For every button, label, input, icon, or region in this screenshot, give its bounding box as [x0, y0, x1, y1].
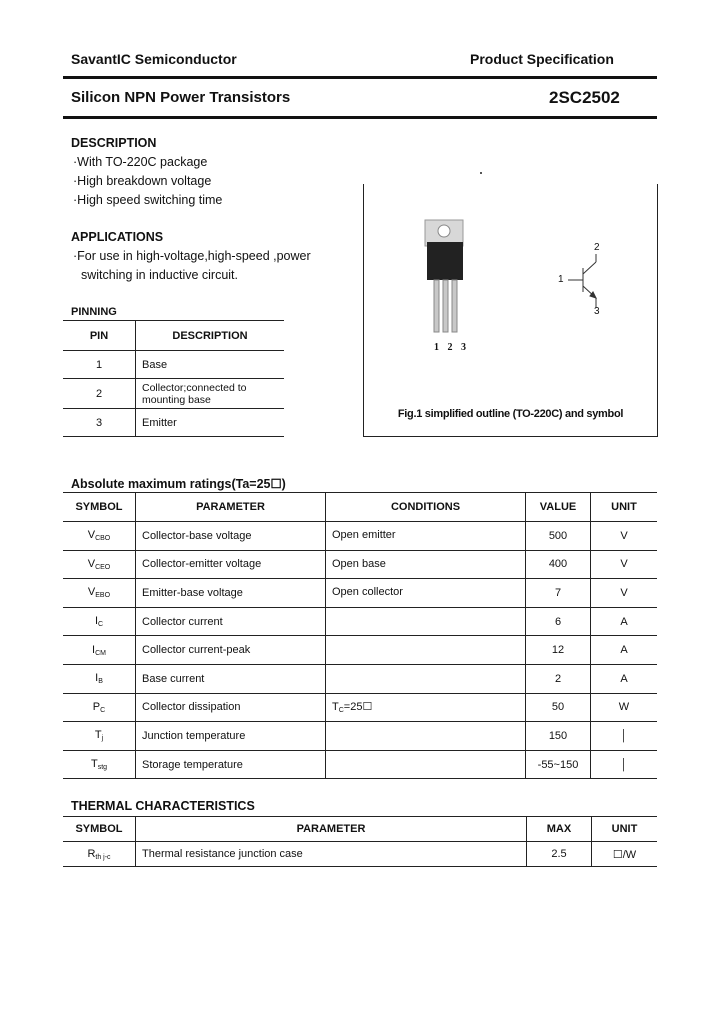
- pin-description: [136, 379, 285, 409]
- package-pin-labels: 1 2 3: [434, 342, 469, 353]
- rating-parameter: Storage temperature: [136, 750, 326, 779]
- symbol-subscript: CBO: [95, 535, 111, 543]
- symbol-header: SYMBOL: [63, 817, 136, 842]
- symbol-subscript: EBO: [95, 592, 111, 600]
- table-row: [63, 693, 657, 722]
- pinning-header-row: [63, 321, 284, 351]
- condition-text: Open collector: [332, 586, 403, 599]
- rating-value: 50: [526, 693, 591, 722]
- rating-symbol: [63, 550, 136, 579]
- table-row: [63, 750, 657, 779]
- rating-parameter: Collector current: [136, 607, 326, 636]
- rating-unit: A: [620, 672, 628, 685]
- symbol-subscript: C: [100, 706, 106, 714]
- pinning-table: [63, 320, 284, 437]
- parameter-header: PARAMETER: [136, 817, 527, 842]
- rating-parameter: Collector-base voltage: [136, 522, 326, 551]
- rating-symbol: [63, 579, 136, 608]
- description-title: DESCRIPTION: [71, 136, 157, 150]
- condition-text: Open emitter: [332, 529, 396, 542]
- rating-value: -55~150: [526, 750, 591, 779]
- pin-number: 1: [63, 351, 136, 379]
- rating-condition: [326, 607, 526, 636]
- applications-title: APPLICATIONS: [71, 230, 164, 244]
- rating-value: 12: [526, 636, 591, 665]
- scan-speck: [480, 172, 482, 174]
- rating-parameter: Base current: [136, 664, 326, 693]
- rating-unit: │: [620, 758, 628, 771]
- symbol-subscript: CM: [95, 649, 106, 657]
- rating-parameter: Collector-emitter voltage: [136, 550, 326, 579]
- table-row: [63, 550, 657, 579]
- rating-unit: W: [618, 701, 630, 714]
- thermal-unit: ☐/W: [612, 848, 637, 861]
- document-type: Product Specification: [470, 51, 614, 67]
- table-row: [63, 722, 657, 751]
- condition-subscript: C: [338, 707, 344, 715]
- product-line: Silicon NPN Power Transistors: [71, 89, 291, 106]
- pin-description-line: Collector;connected to: [142, 381, 247, 394]
- pin-header: PIN: [63, 321, 136, 351]
- symbol-letter: I: [95, 672, 99, 685]
- rating-unit: A: [620, 644, 628, 657]
- header-rule-bottom: [63, 116, 657, 119]
- symbol-subscript: B: [98, 678, 103, 686]
- symbol-subscript: th j-c: [95, 853, 111, 861]
- parameter-header: PARAMETER: [136, 493, 326, 522]
- pin-number: 3: [63, 409, 136, 437]
- rating-value: 6: [526, 607, 591, 636]
- rating-value: 150: [526, 722, 591, 751]
- pin-description: Emitter: [142, 416, 177, 429]
- description-item: ·With TO-220C package: [73, 155, 208, 169]
- rating-unit: V: [620, 558, 628, 571]
- symbol-pin-3: 3: [594, 306, 600, 317]
- symbol-header: SYMBOL: [63, 493, 136, 522]
- symbol-pin-2: 2: [594, 242, 600, 253]
- condition-text: Open base: [332, 557, 386, 570]
- to220-package-image: [364, 184, 657, 436]
- rating-condition: [326, 522, 526, 551]
- rating-condition: [326, 693, 526, 722]
- table-row: [63, 351, 284, 379]
- unit-header: UNIT: [611, 823, 638, 835]
- symbol-letter: V: [87, 586, 96, 599]
- thermal-header-row: [63, 817, 657, 842]
- table-row: [63, 636, 657, 665]
- thermal-table: [63, 816, 657, 867]
- rating-value: 7: [526, 579, 591, 608]
- thermal-max: 2.5: [527, 842, 592, 867]
- unit-header: UNIT: [611, 501, 637, 513]
- symbol-pin-1: 1: [558, 274, 564, 285]
- rating-unit: │: [620, 729, 628, 742]
- company-name: SavantIC Semiconductor: [71, 51, 237, 67]
- ratings-table: [63, 492, 657, 779]
- rating-condition: [326, 550, 526, 579]
- ratings-header-row: [63, 493, 657, 522]
- pin-description-line: mounting base: [142, 393, 211, 406]
- pin-description: Base: [142, 358, 168, 371]
- symbol-letter: V: [87, 529, 96, 542]
- rating-condition: [326, 664, 526, 693]
- rating-symbol: [63, 636, 136, 665]
- thermal-symbol: [63, 842, 136, 867]
- header-rule-top: [63, 76, 657, 79]
- value-header: VALUE: [526, 493, 591, 522]
- table-row: [63, 664, 657, 693]
- rating-condition: [326, 750, 526, 779]
- pin-number: 2: [63, 379, 136, 409]
- symbol-letter: I: [92, 643, 96, 656]
- rating-symbol: [63, 750, 136, 779]
- rating-value: 500: [526, 522, 591, 551]
- table-row: [63, 522, 657, 551]
- symbol-letter: I: [94, 615, 98, 628]
- rating-unit: A: [620, 615, 628, 628]
- thermal-title: THERMAL CHARACTERISTICS: [71, 799, 255, 813]
- figure-caption: Fig.1 simplified outline (TO-220C) and symbol: [397, 408, 624, 420]
- rating-parameter: Collector dissipation: [136, 693, 326, 722]
- symbol-subscript: stg: [97, 764, 108, 772]
- symbol-letter: V: [87, 557, 96, 570]
- rating-symbol: [63, 664, 136, 693]
- symbol-letter: R: [87, 847, 96, 860]
- condition-tail: =25☐: [343, 701, 373, 714]
- rating-condition: [326, 636, 526, 665]
- table-row: [63, 579, 657, 608]
- part-number: 2SC2502: [549, 88, 620, 107]
- rating-symbol: [63, 693, 136, 722]
- table-row: [63, 379, 284, 409]
- conditions-header: CONDITIONS: [326, 493, 526, 522]
- rating-condition: [326, 722, 526, 751]
- symbol-subscript: j: [101, 735, 104, 743]
- max-header: MAX: [527, 817, 592, 842]
- rating-unit: V: [620, 586, 628, 599]
- symbol-letter: P: [92, 700, 101, 713]
- rating-parameter: Emitter-base voltage: [136, 579, 326, 608]
- table-row: [63, 409, 284, 437]
- rating-symbol: [63, 522, 136, 551]
- rating-value: 2: [526, 664, 591, 693]
- symbol-subscript: C: [98, 621, 104, 629]
- pinning-title: PINNING: [71, 306, 117, 318]
- npn-symbol-icon: [568, 254, 596, 308]
- symbol-letter: T: [90, 758, 98, 771]
- thermal-parameter: Thermal resistance junction case: [136, 842, 527, 867]
- ratings-title: Absolute maximum ratings(Ta=25☐): [71, 477, 286, 491]
- rating-symbol: [63, 607, 136, 636]
- description-item: ·High speed switching time: [73, 193, 223, 207]
- rating-parameter: Collector current-peak: [136, 636, 326, 665]
- figure-box: [363, 184, 658, 437]
- table-row: [63, 842, 657, 867]
- applications-line: ·For use in high-voltage,high-speed ,power: [73, 249, 311, 263]
- applications-line: switching in inductive circuit.: [81, 268, 239, 282]
- description-item: ·High breakdown voltage: [73, 174, 212, 188]
- rating-parameter: Junction temperature: [136, 722, 326, 751]
- rating-symbol: [63, 722, 136, 751]
- rating-value: 400: [526, 550, 591, 579]
- rating-condition: [326, 579, 526, 608]
- symbol-letter: T: [94, 729, 102, 742]
- table-row: [63, 607, 657, 636]
- symbol-subscript: CEO: [95, 563, 111, 571]
- pin-description-header: DESCRIPTION: [172, 329, 248, 342]
- condition-text: T: [332, 701, 339, 714]
- rating-unit: V: [620, 529, 628, 542]
